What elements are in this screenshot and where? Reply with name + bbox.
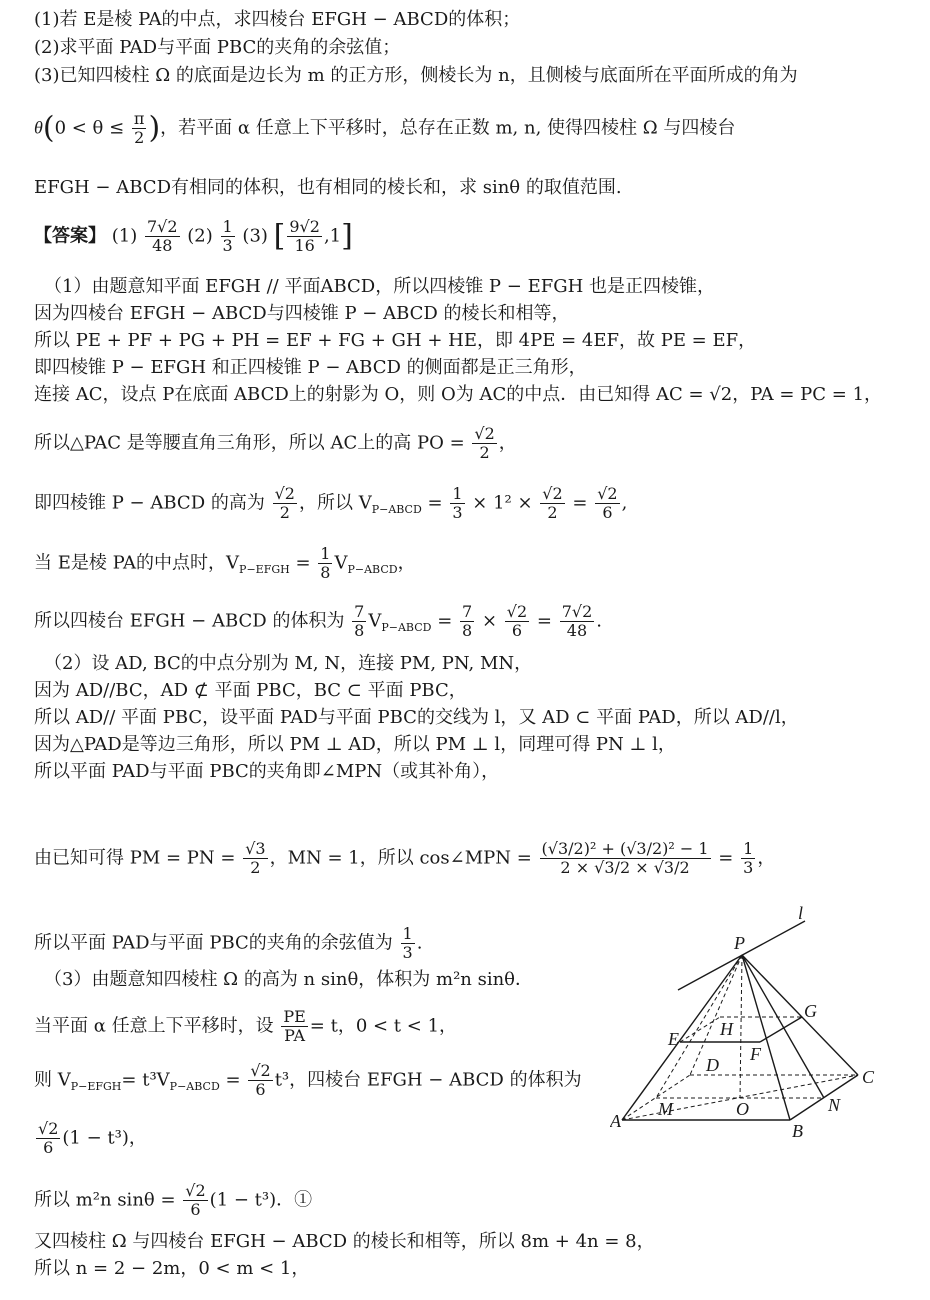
- label-O: O: [736, 1099, 749, 1119]
- solution-3-line-6: 又四棱柱 Ω 与四棱台 EFGH − ABCD 的棱长和相等，所以 8m + 4n = 8，: [34, 1231, 655, 1252]
- solution-3-line-2: 当平面 α 任意上下平移时，设 $\frac{PE}{PA}$ = t，0 < t < 1，: [34, 1007, 458, 1045]
- cos-fraction: $\frac{\text{(√3/2)² + (√3/2)² − 1}}{2 \times √3/2 \times √3/2}$: [541, 839, 709, 877]
- answer-3-value: $\frac{9√2}{16}$: [289, 217, 320, 255]
- solution-2-line-6: 由已知可得 PM = PN = $\frac{√3}{2}$ ，MN = 1，所以 cos∠MPN = $\frac{\text{(√3/2)² + (√3/2)² − 1}}{2 \times √3/2 \times √3/2}$ = $\frac{1}{3}$ ，: [34, 839, 776, 877]
- label-H: H: [720, 1019, 733, 1039]
- question-3-line-1: (3)已知四棱柱 Ω 的底面是边长为 m 的正方形，侧棱长为 n，且侧棱与底面所在平面所成的角为: [34, 65, 798, 86]
- solution-3-line-3: 则 $V_{P-EFGH}= t^3V_{P-ABCD}$ = $\frac{√2}{6}$ t³，四棱台 EFGH − ABCD 的体积为: [34, 1061, 582, 1099]
- solution-1-line-1: （1）由题意知平面 EFGH // 平面ABCD，所以四棱锥 P − EFGH 也是正四棱锥，: [44, 276, 715, 297]
- question-3-line-3: EFGH − ABCD有相同的体积，也有相同的棱长和，求 sinθ 的取值范围.: [34, 177, 622, 198]
- solution-1-line-7: 即四棱锥 P − ABCD 的高为 $\frac{√2}{2}$ ，所以 $V_{P-ABCD}$ = $\frac{1}{3}$ × 1² × $\frac{√2}{2}$ = $\frac{√2}{6}$ ,: [34, 484, 628, 522]
- solution-1-line-8: 当 E是棱 PA的中点时，$V_{P-EFGH}$ = $\frac{1}{8}$ $V_{P-ABCD}$，: [34, 544, 416, 582]
- label-E: E: [668, 1029, 679, 1049]
- label-A: A: [610, 1111, 621, 1131]
- answer-1-value: $\frac{7√2}{48}$: [146, 217, 178, 255]
- label-M: M: [658, 1099, 673, 1119]
- solution-1-line-4: 即四棱锥 P − EFGH 和正四棱锥 P − ABCD 的侧面都是正三角形，: [34, 357, 587, 378]
- label-N: N: [828, 1095, 841, 1115]
- edge-PO: [740, 955, 742, 1098]
- solution-1-line-6: 所以△PAC 是等腰直角三角形，所以 AC上的高 PO = $\frac{√2}{2}$ ，: [34, 424, 517, 462]
- label-F: F: [750, 1044, 761, 1064]
- solution-1-line-5: 连接 AC，设点 P在底面 ABCD上的射影为 O，则 O为 AC的中点．由已知得 AC = √2，PA = PC = 1，: [34, 384, 883, 405]
- solution-3-line-4: $\frac{√2}{6}$ (1 − t³)，: [38, 1119, 147, 1157]
- solution-3-line-5: 所以 m²n sinθ = $\frac{√2}{6}$ (1 − t³)．①: [34, 1181, 313, 1219]
- label-l: l: [798, 905, 804, 923]
- solution-1-line-3: 所以 PE + PF + PG + PH = EF + FG + GH + HE，即 4PE = 4EF，故 PE = EF，: [34, 330, 757, 351]
- label-B: B: [792, 1121, 803, 1141]
- solution-2-line-4: 因为△PAD是等边三角形，所以 PM ⊥ AD，所以 PM ⊥ l，同理可得 PN ⊥ l，: [34, 734, 676, 755]
- label-C: C: [862, 1067, 875, 1087]
- question-3-line-2-text: ，若平面 α 任意上下平移时，总存在正数 m, n, 使得四棱柱 Ω 与四棱台: [160, 117, 736, 139]
- solution-2-line-1: （2）设 AD, BC的中点分别为 M, N，连接 PM, PN, MN，: [44, 653, 533, 674]
- question-1: (1)若 E是棱 PA的中点，求四棱台 EFGH − ABCD的体积；: [34, 9, 521, 30]
- question-2: (2)求平面 PAD与平面 PBC的夹角的余弦值；: [34, 37, 401, 58]
- solution-2-line-2: 因为 AD//BC，AD ⊄ 平面 PBC，BC ⊂ 平面 PBC，: [34, 680, 467, 701]
- solution-1-line-2: 因为四棱台 EFGH − ABCD与四棱锥 P − ABCD 的棱长和相等，: [34, 303, 570, 324]
- frustum-figure: [610, 905, 910, 1145]
- solution-3-line-1: （3）由题意知四棱柱 Ω 的高为 n sinθ，体积为 m²n sinθ．: [44, 969, 534, 990]
- solution-1-line-9: 所以四棱台 EFGH − ABCD 的体积为 $\frac{7}{8}$ $V_{P-ABCD}$ = $\frac{7}{8}$ × $\frac{√2}{6}$ = $\frac{7√2}{48}$ .: [34, 602, 602, 640]
- solution-2-line-3: 所以 AD// 平面 PBC，设平面 PAD与平面 PBC的交线为 l，又 AD ⊂ 平面 PAD，所以 AD//l，: [34, 707, 799, 728]
- answer-2-value: $\frac{1}{3}$: [222, 217, 233, 255]
- answer-line: 【答案】 (1) $\frac{7√2}{48}$ (2) $\frac{1}{3}$ (3) [ $\frac{9√2}{16}$ ,1]: [34, 217, 353, 255]
- label-P: P: [734, 933, 745, 953]
- theta-range: 0 < θ ≤: [54, 117, 125, 139]
- label-G: G: [804, 1001, 817, 1021]
- label-D: D: [706, 1055, 719, 1075]
- edge-FG: [760, 1017, 802, 1042]
- answer-tag: 【答案】: [34, 225, 106, 247]
- solution-2-line-5: 所以平面 PAD与平面 PBC的夹角即∠MPN（或其补角），: [34, 761, 500, 782]
- solution-3-line-7: 所以 n = 2 − 2m，0 < m < 1，: [34, 1258, 310, 1279]
- theta-symbol: θ: [34, 117, 43, 138]
- pi-over-2: $\frac{\pi}{2}$: [133, 109, 145, 147]
- question-3-line-2: θ(0 < θ ≤ $\frac{\pi}{2}$ )，若平面 α 任意上下平移时，总存在正数 m, n, 使得四棱柱 Ω 与四棱台: [34, 109, 736, 147]
- solution-2-line-7: 所以平面 PAD与平面 PBC的夹角的余弦值为 $\frac{1}{3}$ .: [34, 924, 423, 962]
